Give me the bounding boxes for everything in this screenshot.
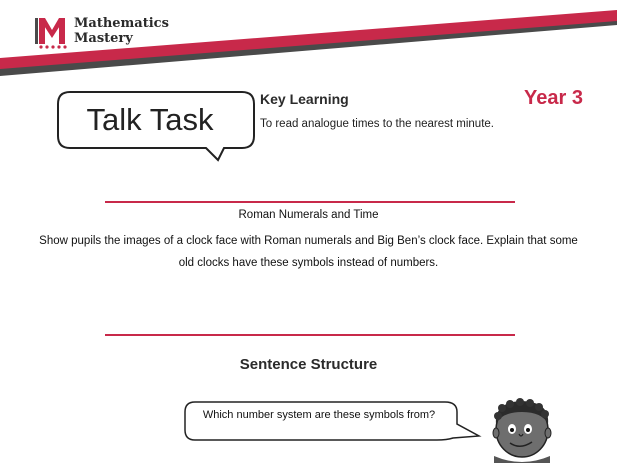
brand-name [74, 16, 169, 46]
child-avatar [488, 396, 556, 463]
task-topic: Roman Numerals and Time [238, 209, 379, 221]
divider-top [105, 201, 515, 203]
question-speech-bubble [183, 400, 483, 448]
sentence-structure-title: Sentence Structure [239, 356, 378, 373]
key-learning-text: To read analogue times to the nearest minute. [260, 118, 494, 130]
year-label: Year 3 [524, 87, 583, 109]
key-learning-title: Key Learning [260, 91, 349, 107]
task-description: Show pupils the images of a clock face with Roman numerals and Big Ben’s clock face. Explain that some old clocks have these symbols instead of numbers. [39, 235, 578, 269]
brand-line-1: Mathematics [74, 16, 169, 31]
sentence-question: Which number system are these symbols from? [202, 409, 436, 421]
mathematics-mastery-logo [35, 14, 69, 50]
brand-line-2: Mastery [74, 31, 133, 46]
divider-bottom [105, 334, 515, 336]
talk-task-label: Talk Task [86, 102, 214, 137]
